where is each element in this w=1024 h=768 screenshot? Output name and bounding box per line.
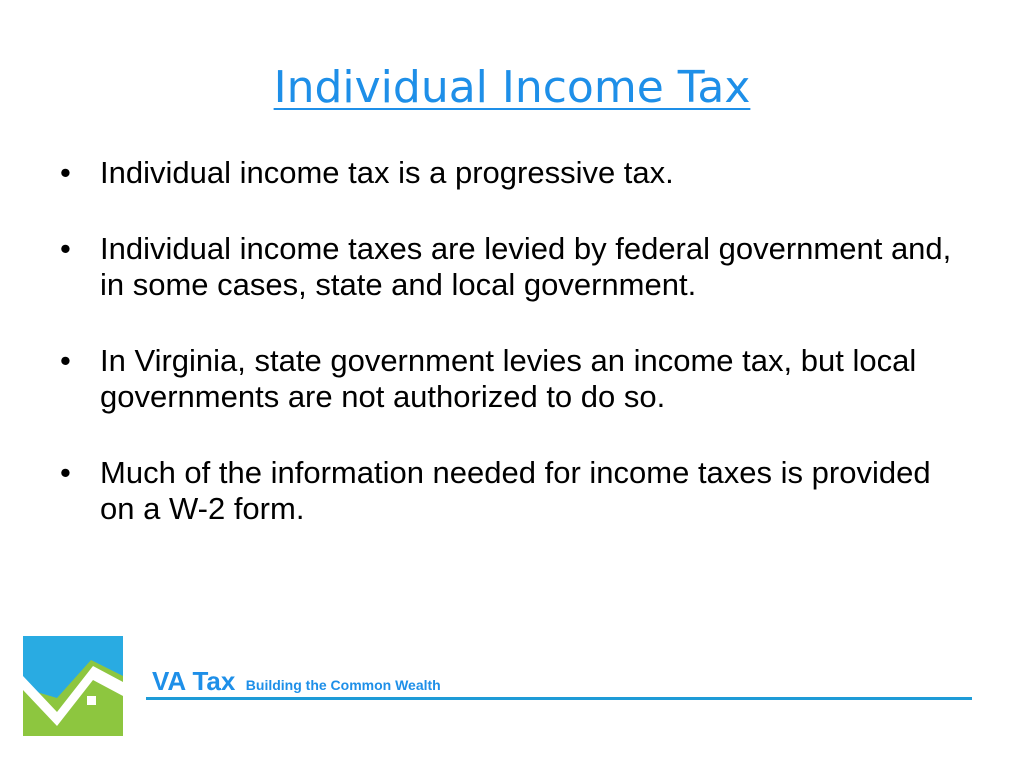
bullet-marker: •	[60, 155, 71, 190]
bullet-marker: •	[60, 343, 71, 378]
brand-tagline: Building the Common Wealth	[245, 677, 441, 693]
slide-title: Individual Income Tax	[273, 62, 751, 113]
footer	[0, 630, 1024, 740]
bullet-text: Individual income taxes are levied by federal government and, in some cases, state and local government.	[100, 231, 952, 302]
bullet-marker: •	[60, 455, 71, 490]
brand-name: VA Tax	[152, 666, 236, 696]
bullet-item	[0, 343, 1024, 415]
bullet-item	[0, 155, 1024, 191]
bullet-text: In Virginia, state government levies an income tax, but local governments are not authorized to do so.	[100, 343, 917, 414]
bullet-text: Much of the information needed for income taxes is provided on a W-2 form.	[100, 455, 931, 526]
bullet-marker: •	[60, 231, 71, 266]
bullet-item	[0, 231, 1024, 303]
brand-lockup	[152, 666, 441, 697]
house-logo-icon	[23, 636, 123, 736]
bullet-item	[0, 455, 1024, 527]
bullet-list	[0, 155, 1024, 567]
footer-divider	[146, 697, 972, 700]
bullet-text: Individual income tax is a progressive tax.	[100, 155, 674, 190]
